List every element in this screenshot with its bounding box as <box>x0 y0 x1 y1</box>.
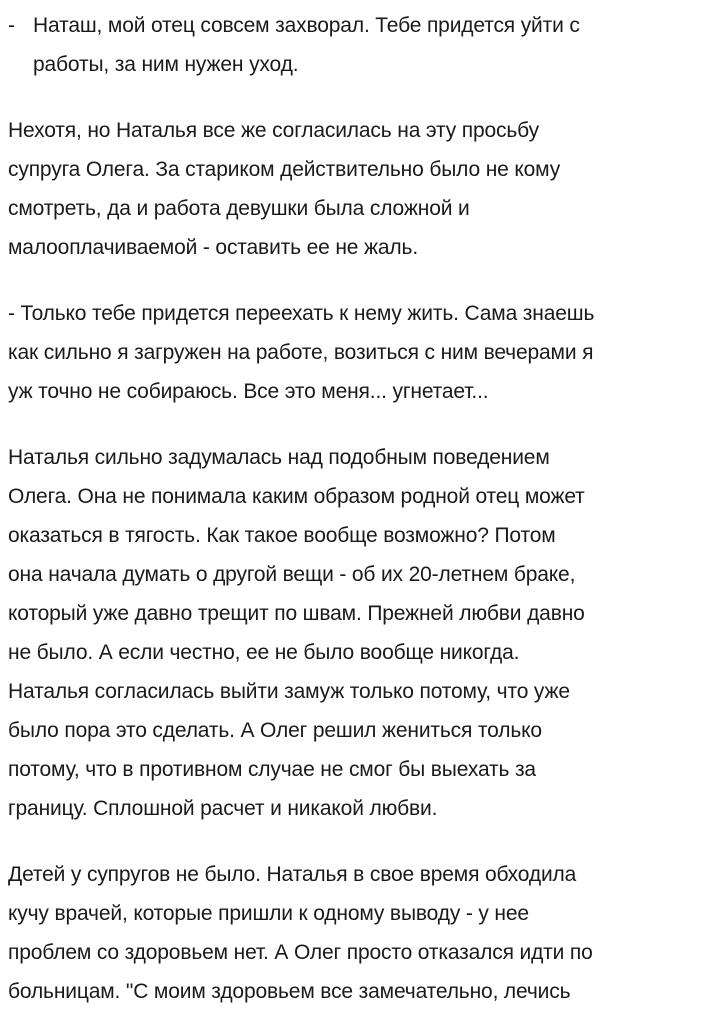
text-line: проблем со здоровьем нет. А Олег просто отказался идти по <box>8 941 593 964</box>
text-line: Детей у супругов не было. Наталья в свое время обходила <box>8 863 577 886</box>
text-line: малооплачиваемой - оставить ее не жаль. <box>8 236 418 259</box>
text-line: потому, что в противном случае не смог бы выехать за <box>8 758 536 781</box>
paragraph <box>8 855 593 1011</box>
text-line: уж точно не собираюсь. Все это меня... угнетает... <box>8 380 489 403</box>
text-line: было пора это сделать. А Олег решил жениться только <box>8 719 542 742</box>
text-line: Наталья согласилась выйти замуж только потому, что уже <box>8 680 570 703</box>
text-line: она начала думать о другой вещи - об их 20-летнем браке, <box>8 563 576 586</box>
text-line: смотреть, да и работа девушки была сложной и <box>8 197 470 220</box>
text-line: как сильно я загружен на работе, возиться с ним вечерами я <box>8 341 594 364</box>
list-item <box>8 6 694 84</box>
article-body <box>8 0 694 1003</box>
text-line: Наталья сильно задумалась над подобным поведением <box>8 446 550 469</box>
paragraph <box>8 294 594 411</box>
text-line: оказаться в тягость. Как такое вообще возможно? Потом <box>8 524 556 547</box>
text-line: больницам. "С моим здоровьем все замечательно, лечись <box>8 980 571 1003</box>
text-line: работы, за ним нужен уход. <box>33 53 299 76</box>
text-line: кучу врачей, которые пришли к одному выводу - у нее <box>8 902 529 925</box>
paragraph <box>8 111 560 267</box>
list-marker: - <box>8 14 15 37</box>
text-line: который уже давно трещит по швам. Прежней любви давно <box>8 602 585 625</box>
text-line: супруга Олега. За стариком действительно было не кому <box>8 158 561 181</box>
text-line: Олега. Она не понимала каким образом родной отец может <box>8 485 585 508</box>
text-line: не было. А если честно, ее не было вообще никогда. <box>8 641 520 664</box>
text-line: - Только тебе придется переехать к нему жить. Сама знаешь <box>8 302 595 325</box>
paragraph <box>8 438 585 828</box>
text-line: Нехотя, но Наталья все же согласилась на эту просьбу <box>8 119 539 142</box>
text-line: Наташ, мой отец совсем захворал. Тебе придется уйти с <box>33 14 580 37</box>
dialogue-list <box>8 6 694 84</box>
text-line: границу. Сплошной расчет и никакой любви. <box>8 797 438 820</box>
